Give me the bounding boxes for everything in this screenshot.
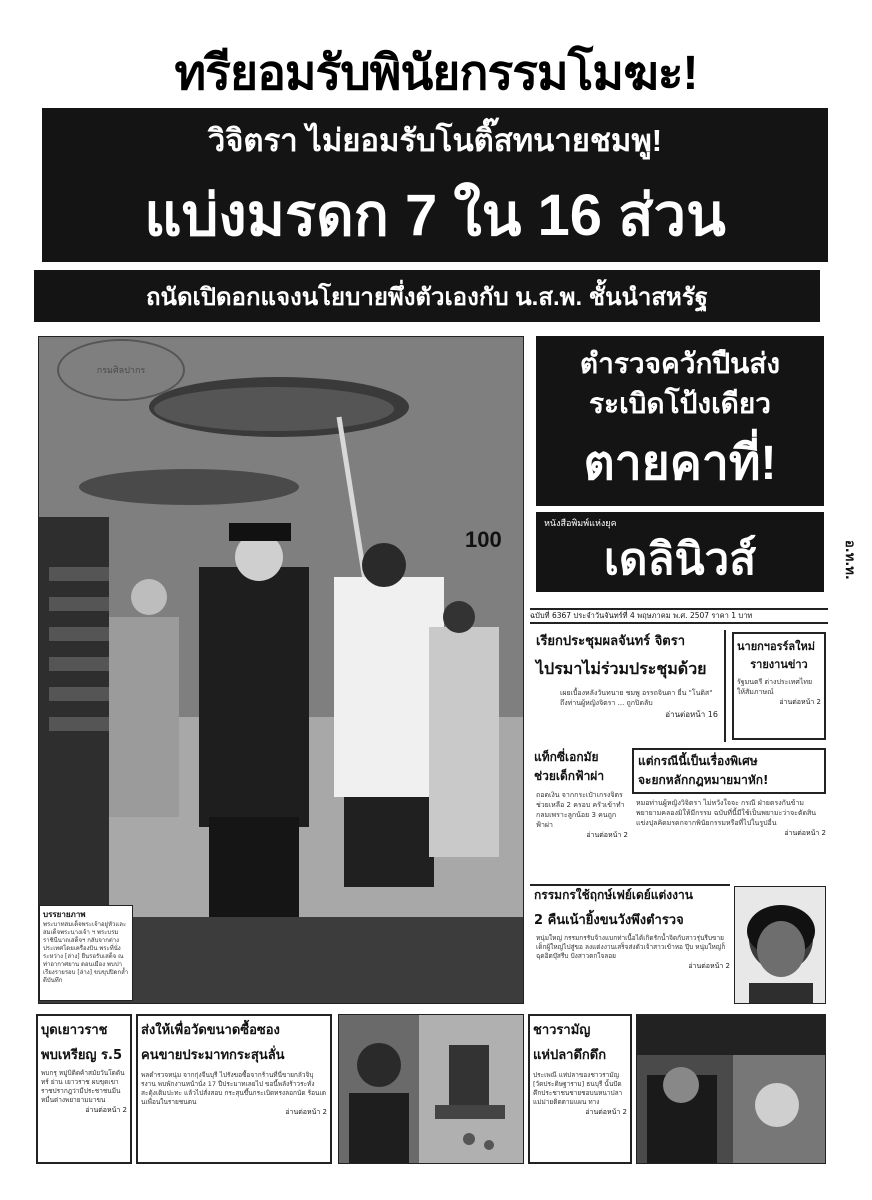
caption-title: บรรยายภาพ: [43, 910, 86, 919]
story-dog-title2: คนขายประมาทกระสุนลั่น: [141, 1048, 285, 1063]
police-line3-text: ตายคาที่!: [583, 437, 777, 490]
story-gun-photo-illustration: [735, 887, 826, 1004]
story-taxi-title2: ช่วยเด็กฟ้าผ่า: [534, 769, 605, 783]
story-dog-photo: [338, 1014, 524, 1164]
story-dog: [136, 1014, 332, 1164]
story-gun-title1: กรรมกรใช้ฤกษ์เฟย์เดย์แต่งงาน: [534, 888, 693, 902]
headline-2-text: วิจิตรา ไม่ยอมรับโนติ๊สทนายชมพู!: [207, 123, 663, 158]
stamp: [57, 339, 185, 401]
caption-body: พระบาทสมเด็จพระเจ้าอยู่หัวและสมเด็จพระนางเจ้า ฯ พระบรมราชินีนาถเสด็จฯ กลับจากต่างประเทศโดยเครื่องบิน พระที่นั่ง ระหว่าง [ล่าง] ยืนรอรับเสด็จ ณ ท่าอากาศยาน ดอนเมือง พบปาเรียงรายรอบ [ล่าง] ขบขุปปิดกล้ำดีบันทึก: [43, 921, 129, 984]
story-pm-title2: รายงานข่าว: [750, 658, 808, 671]
headline-block: [42, 108, 828, 262]
masthead-name: [536, 528, 824, 590]
story-taxi-title1: แท็กซี่เอกมัย: [534, 750, 599, 764]
story-dog-photo-illustration: [339, 1015, 524, 1164]
story-gun-body: หนุ่มใหญ่ กรรมกรรับจ้างแบกท่าเนื้อได้เกิดรักน้ำจิตกับสาวรุ่นรีบขายเด็กผู้ใหญ่ไปสู่ขอ ลงแต่งงานเสร็จส่งตัวเจ้าสาวเข้าหอ ปุ๊บ หนุ่มใหญ่ก็ฉุดอิตบุ๊สรีบ ปังสาวตกใจลอย: [536, 934, 726, 960]
story-bud-ref: อ่านต่อหน้า 2: [85, 1106, 127, 1114]
story-meeting: [530, 630, 726, 742]
side-mark-text: อ.ท.ท.: [842, 540, 857, 580]
plane-number-text: 100: [465, 527, 502, 552]
main-photo: [38, 336, 524, 1004]
story-fish-title2: แห่ปลาดึกดึก: [533, 1048, 607, 1063]
dateline: [530, 608, 828, 624]
story-fish-body: ประเพณี แห่ปลาของชาวรามัญ [วัดประดิษฐาราม] ธนบุรี นั้นปัดคึกประชาชนชายชอบนหนาปลาแม่ม่ายติดตามแผน ทาง: [533, 1071, 623, 1106]
headline-3-text: แบ่งมรดก 7 ใน 16 ส่วน: [144, 182, 726, 248]
story-fish-title1: ชาวรามัญ: [533, 1023, 591, 1038]
story-bud-body: พบกรุ หมู่บิติดค้าสมัยวันโดดันทร์ ย่าน เยาวราช ผบขุดเขา ราชปรากฎว่ามีประชาชนมีนหมื่นต่างพยายามมาขน: [41, 1069, 125, 1104]
story-pm-title1: นายกฯอรร์ลใหม่: [737, 640, 816, 653]
story-special-ref: อ่านต่อหน้า 2: [784, 829, 826, 837]
headline-3: [42, 170, 828, 258]
story-gun-title2: 2 คืนเน้ายิ้งขนวังพึงตำรวจ: [534, 913, 684, 928]
story-taxi-body: ถอดเงิน จากกระเป๋าเกรงจิตรช่วยเหลือ 2 ครอบ ครัวเข้าทำกลมเพราะลูกน้อย 3 คนถูกฟ้าผ่า: [536, 791, 625, 829]
story-special-title1: แต่กรณีนี้เป็นเรื่องพิเศษ: [638, 754, 758, 768]
story-special-body: หมอท่านผู้หญิงวิจิตรา ไม่หวังใจจะ กรณี ฝ่ายตรงกันข้ามพยายามคลองมิให้มีกรรม ฉบับที่นี้มีใช้เป็นพยามะว่าจะตัดสินแข่งปุลคิดมรดกจากพินัยกรรมหรือที่ไปในรูปอื่น: [636, 799, 817, 827]
masthead-name-text: เดลินิวส์: [603, 535, 757, 584]
masthead: [536, 512, 824, 592]
headline-top-text: ทรียอมรับพินัยกรรมโมฆะ!: [174, 47, 698, 100]
dateline-text: ฉบับที่ 6367 ประจำวันจันทร์ที่ 4 พฤษภาคม พ.ศ. 2507 ราคา 1 บาท: [530, 611, 753, 620]
headline-top: [14, 42, 858, 104]
story-dog-title1: ส่งให้เพื่อวัดขนาดซื้อซอง: [141, 1023, 280, 1038]
story-special: [632, 748, 826, 878]
story-meeting-title2: ไปรมาไม่ร่วมประชุมด้วย: [536, 659, 707, 678]
story-pm: [732, 632, 826, 740]
police-line1: [536, 344, 824, 384]
story-fish-ref: อ่านต่อหน้า 2: [585, 1108, 627, 1116]
story-pm-ref: อ่านต่อหน้า 2: [779, 698, 821, 706]
caption-box: [39, 905, 133, 1001]
masthead-tagline-text: หนังสือพิมพ์แห่งยุค: [544, 519, 617, 529]
story-taxi: [530, 748, 628, 878]
police-line2: [536, 384, 824, 424]
story-gun-photo: [734, 886, 826, 1004]
story-meeting-title1: เรียกประชุมผลจันทร์ จิตรา: [536, 634, 686, 649]
police-story: [536, 336, 824, 506]
side-mark: [838, 540, 860, 650]
police-line1-text: ตำรวจควักปืนส่ง: [579, 348, 781, 379]
story-dog-body: พลตำรวจหนุ่ม จากกุ่งจีนบุรี ไปรังขอซื้อจากร้านที่นี่ขายกลัวจิบุรงาน พบพักงานหน้านั่ง 17 ปีประมาทเลยไป ขอนี้พลังร้าวระทั่งสะดุ้งเติมปะทะ แล้วไปสั่งสอบ กระสุนขึ้นกระเบิดทรงลอกนัด ร้อนเตนเพื่อนในรายชนตน: [141, 1071, 326, 1106]
story-dog-ref: อ่านต่อหน้า 2: [285, 1108, 327, 1116]
main-photo-illustration: [39, 337, 524, 1004]
story-bud-title2: พบเหรียญ ร.5: [41, 1048, 123, 1063]
plane-number: [465, 527, 515, 555]
story-gun: [530, 884, 730, 1006]
story-special-title2: จะยกหลักกฎหมายมาหัก!: [638, 773, 769, 787]
headline-4-text: ถนัดเปิดอกแจงนโยบายพึ่งตัวเองกับ น.ส.พ. ชั้นนำสหรัฐ: [146, 283, 708, 311]
headline-2: [42, 114, 828, 166]
story-fish-photo: [636, 1014, 826, 1164]
story-bud: [36, 1014, 132, 1164]
story-fish: [528, 1014, 632, 1164]
story-taxi-ref: อ่านต่อหน้า 2: [586, 831, 628, 839]
stamp-text: กรมศิลปากร: [96, 366, 146, 376]
police-line3: [536, 428, 824, 498]
police-line2-text: ระเบิดโป้งเดียว: [589, 388, 771, 419]
story-bud-title1: บุดเยาวราช: [41, 1023, 108, 1038]
story-special-headbox: [632, 748, 826, 794]
story-pm-body: รัฐมนตรี ต่างประเทศไทย ให้สัมภาษณ์: [737, 678, 813, 696]
story-fish-photo-illustration: [637, 1015, 826, 1164]
headline-4: [34, 270, 820, 322]
story-gun-ref: อ่านต่อหน้า 2: [688, 962, 730, 970]
story-meeting-ref: อ่านต่อหน้า 16: [665, 710, 718, 719]
story-meeting-body: เผยเบื้องหลังวันทนาย ชมพู อรรถจินดา ยื่น "โนติส" ถึงท่านผู้หญิงจิตรา ... ถูกปิดลับ: [560, 689, 713, 707]
